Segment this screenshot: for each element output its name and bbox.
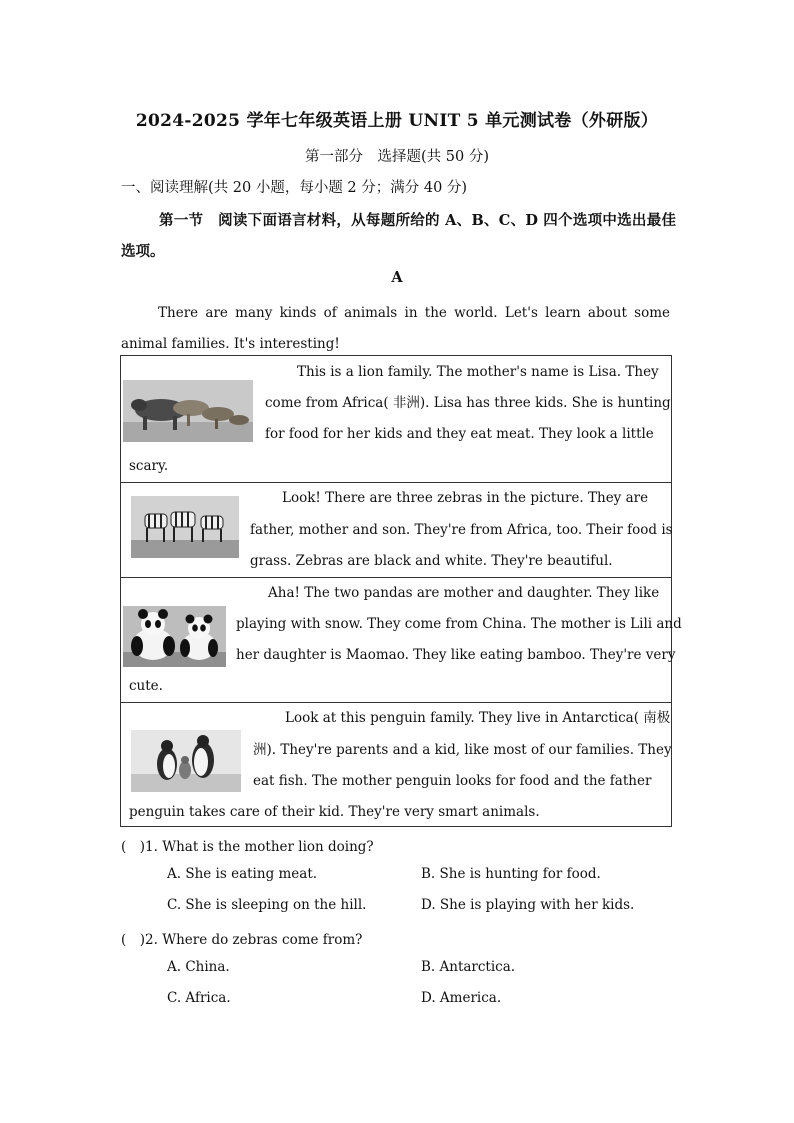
question-2-stem: ( )2. Where do zebras come from? [121,932,363,948]
text-line: 洲). They're parents and a kid, like most of our families. They [253,742,672,758]
question-1-option-d[interactable]: D. She is playing with her kids. [421,897,635,913]
text-line: cute. [129,678,163,694]
zebra-photo-icon [131,496,239,558]
text-line: Aha! The two pandas are mother and daughter. They like [268,585,660,601]
question-2-option-d[interactable]: D. America. [421,990,502,1006]
penguin-photo-icon [131,730,241,792]
table-row-lion [121,356,671,482]
text-line: This is a lion family. The mother's name is Lisa. They [297,364,659,380]
text-line: Look at this penguin family. They live in Antarctica( 南极 [285,710,671,726]
part-heading: 第一部分 选择题(共 50 分) [305,149,489,165]
question-1-option-a[interactable]: A. She is eating meat. [167,866,318,882]
question-1-stem: ( )1. What is the mother lion doing? [121,839,374,855]
lion-photo-icon [123,380,253,442]
text-line: come from Africa( 非洲). Lisa has three kids. She is hunting [265,395,671,411]
passage-letter: A [391,269,403,286]
text-line: grass. Zebras are black and white. They're beautiful. [250,553,613,569]
text-line: for food for her kids and they eat meat. They look a little [265,426,654,442]
text-line: father, mother and son. They're from Africa, too. Their food is [250,522,673,538]
question-2-option-a[interactable]: A. China. [167,959,230,975]
question-2-option-c[interactable]: C. Africa. [167,990,231,1006]
animal-families-table [120,355,682,827]
panda-photo-icon [123,606,226,667]
section-instruction: 第一节 阅读下面语言材料，从每题所给的 A、B、C、D 四个选项中选出最佳选项。 [121,212,676,260]
text-line: Look! There are three zebras in the picture. They are [282,490,649,506]
text-line: playing with snow. They come from China. The mother is Lili and [236,616,682,632]
page-title: 2024-2025 学年七年级英语上册 UNIT 5 单元测试卷（外研版） [135,111,659,131]
question-1-option-c[interactable]: C. She is sleeping on the hill. [167,897,367,913]
section-heading: 一、阅读理解(共 20 小题，每小题 2 分；满分 40 分) [121,180,468,196]
question-1-option-b[interactable]: B. She is hunting for food. [421,866,601,882]
table-row-zebra [121,482,671,577]
table-row-panda [121,577,682,702]
text-line: penguin takes care of their kid. They're very smart animals. [129,804,540,820]
question-2-option-b[interactable]: B. Antarctica. [421,959,516,975]
table-row-penguin [121,702,671,827]
passage-intro: There are many kinds of animals in the world. Let's learn about some animal families. It's interesting! [121,305,670,352]
text-line: her daughter is Maomao. They like eating bamboo. They're very [236,647,676,663]
text-line: scary. [129,458,169,474]
text-line: eat fish. The mother penguin looks for food and the father [253,773,652,789]
